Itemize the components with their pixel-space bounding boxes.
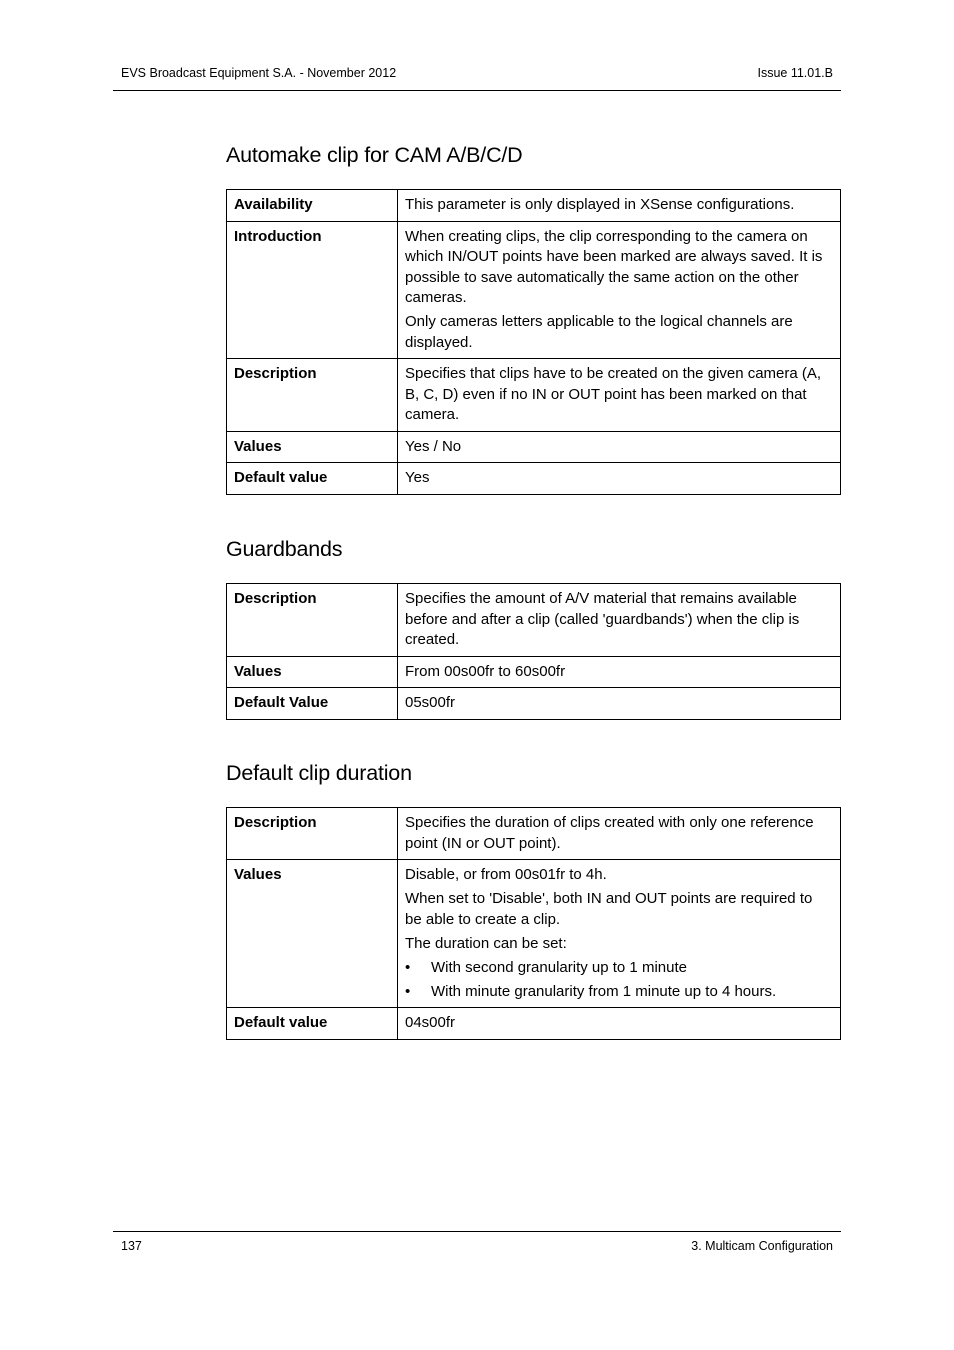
row-value <box>398 808 841 860</box>
row-value <box>398 190 841 222</box>
row-value <box>398 221 841 359</box>
row-text: The duration can be set: <box>405 934 567 952</box>
chapter-title: 3. Multicam Configuration <box>691 1239 833 1253</box>
row-label: Introduction <box>227 221 398 359</box>
row-value <box>398 584 841 657</box>
row-value <box>398 1008 841 1040</box>
header-publisher: EVS Broadcast Equipment S.A. - November 2012 <box>121 66 397 80</box>
row-text: Disable, or from 00s01fr to 4h. <box>405 866 607 883</box>
table-row <box>227 1008 841 1040</box>
table-row <box>227 808 841 860</box>
table-row <box>227 656 841 688</box>
table-row <box>227 431 841 463</box>
row-text: Yes <box>405 469 430 486</box>
row-text: From 00s00fr to 60s00fr <box>405 662 566 680</box>
table-row <box>227 221 841 359</box>
bullet-item: • With second granularity up to 1 minute <box>405 958 833 979</box>
page-number: 137 <box>121 1239 142 1253</box>
row-label: Description <box>227 359 398 432</box>
row-text: Yes / No <box>405 437 462 455</box>
row-text: Specifies the amount of A/V material that remains available before and after a clip (called 'guardbands') when the clip is created. <box>405 590 800 648</box>
table-row <box>227 860 841 1008</box>
table-row <box>227 190 841 222</box>
page-footer <box>113 1231 841 1260</box>
automake-table <box>226 189 841 495</box>
row-text: Specifies that clips have to be created on the given camera (A, B, C, D) even if no IN or OUT point has been marked on that camera. <box>405 365 822 423</box>
table-row <box>227 584 841 657</box>
bullet-item: • With minute granularity from 1 minute up to 4 hours. <box>405 982 833 1003</box>
row-value <box>398 688 841 720</box>
row-value <box>398 463 841 495</box>
section-title-default-clip-duration: Default clip duration <box>226 761 412 785</box>
row-value <box>398 359 841 432</box>
row-label: Values <box>227 656 398 688</box>
page-header <box>113 62 841 91</box>
header-issue: Issue 11.01.B <box>757 66 833 80</box>
table-row <box>227 463 841 495</box>
row-text: When set to 'Disable', both IN and OUT points are required to be able to create a clip. <box>405 890 813 928</box>
row-text: When creating clips, the clip corresponding to the camera on which IN/OUT points have been marked are always saved. It is possible to save automatically the same action on the other cameras. <box>405 227 823 306</box>
row-label: Default value <box>227 463 398 495</box>
row-value <box>398 431 841 463</box>
row-text: 04s00fr <box>405 1014 456 1031</box>
row-value <box>398 656 841 688</box>
guardbands-table <box>226 583 841 720</box>
default-clip-duration-table <box>226 807 841 1040</box>
row-label: Default Value <box>227 688 398 720</box>
table-row <box>227 359 841 432</box>
table-row <box>227 688 841 720</box>
row-label: Values <box>227 860 398 1008</box>
row-label: Values <box>227 431 398 463</box>
row-text: 05s00fr <box>405 694 456 711</box>
section-title-automake: Automake clip for CAM A/B/C/D <box>226 143 523 167</box>
bullet-list <box>405 958 833 1003</box>
row-label: Availability <box>227 190 398 222</box>
row-text: This parameter is only displayed in XSense configurations. <box>405 196 795 213</box>
row-value <box>398 860 841 1008</box>
row-label: Description <box>227 808 398 860</box>
row-text: Only cameras letters applicable to the logical channels are displayed. <box>405 313 793 351</box>
row-label: Description <box>227 584 398 657</box>
row-text: Specifies the duration of clips created with only one reference point (IN or OUT point). <box>405 814 814 852</box>
section-title-guardbands: Guardbands <box>226 537 343 561</box>
row-label: Default value <box>227 1008 398 1040</box>
